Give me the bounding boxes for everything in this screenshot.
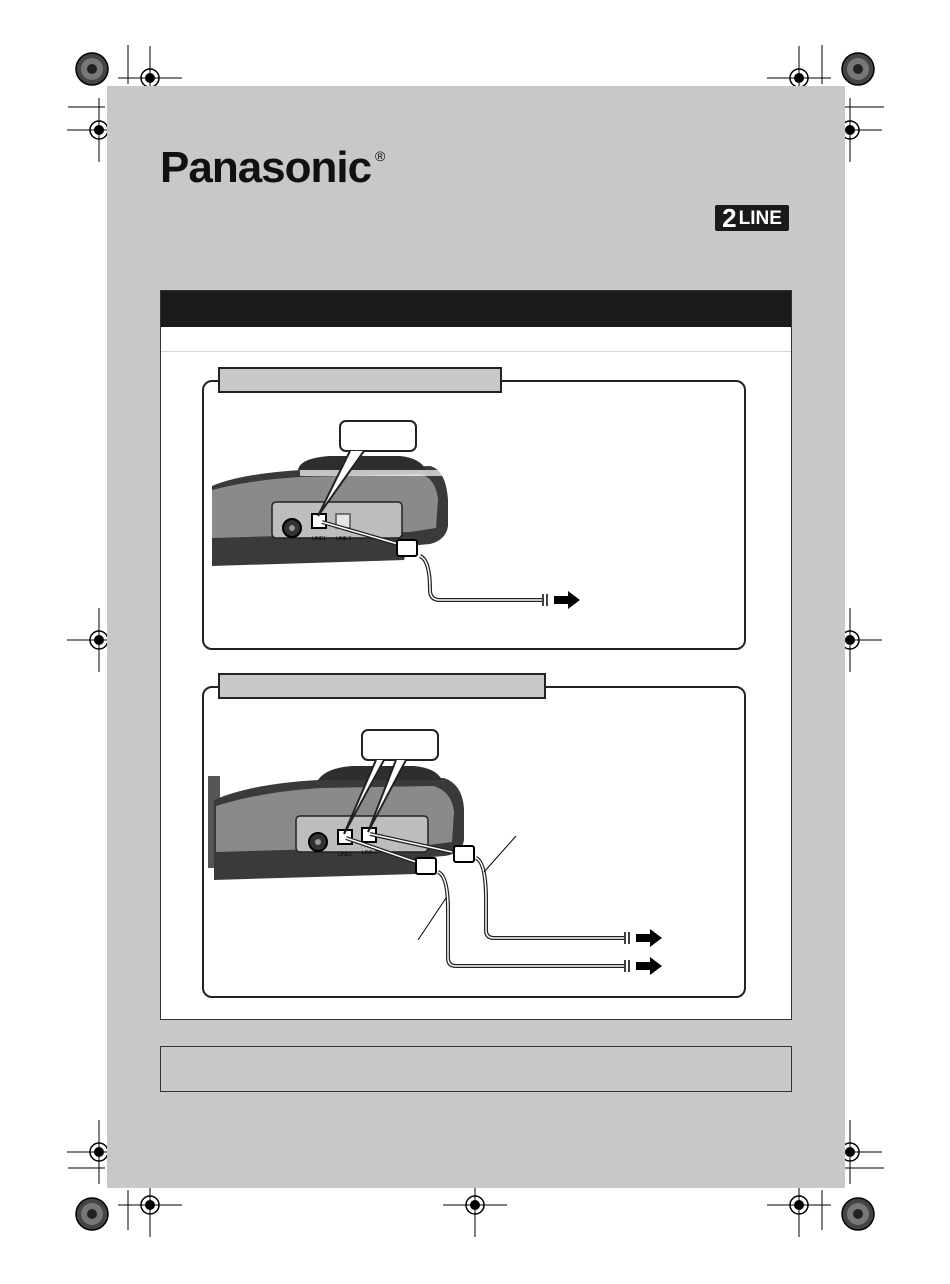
leader-line-cord-2 [484,836,516,872]
cord-plug-top [397,540,417,556]
registered-mark: ® [375,148,386,164]
brand-logo: Panasonic [160,143,372,192]
arrow-to-wall-bottom-upper [625,929,662,947]
arrow-to-wall-top [543,591,580,609]
badge-text: LINE [738,207,782,229]
badge-number: 2 [722,203,737,233]
jack-label-line1-bottom: LINE1 [338,852,352,858]
leader-line-cord-1 [418,898,446,940]
arrow-to-wall-bottom-lower [625,957,662,975]
cord-plug-line2-bottom [454,846,474,862]
phone-cords-bottom [346,834,624,966]
cord-plug-line1-bottom [416,858,436,874]
jack-label-line2-top: LINE 2 [336,536,352,542]
jack-label-line1-top: LINE1 [312,536,326,542]
jack-label-line2-bottom: LINE 2 [362,850,378,856]
